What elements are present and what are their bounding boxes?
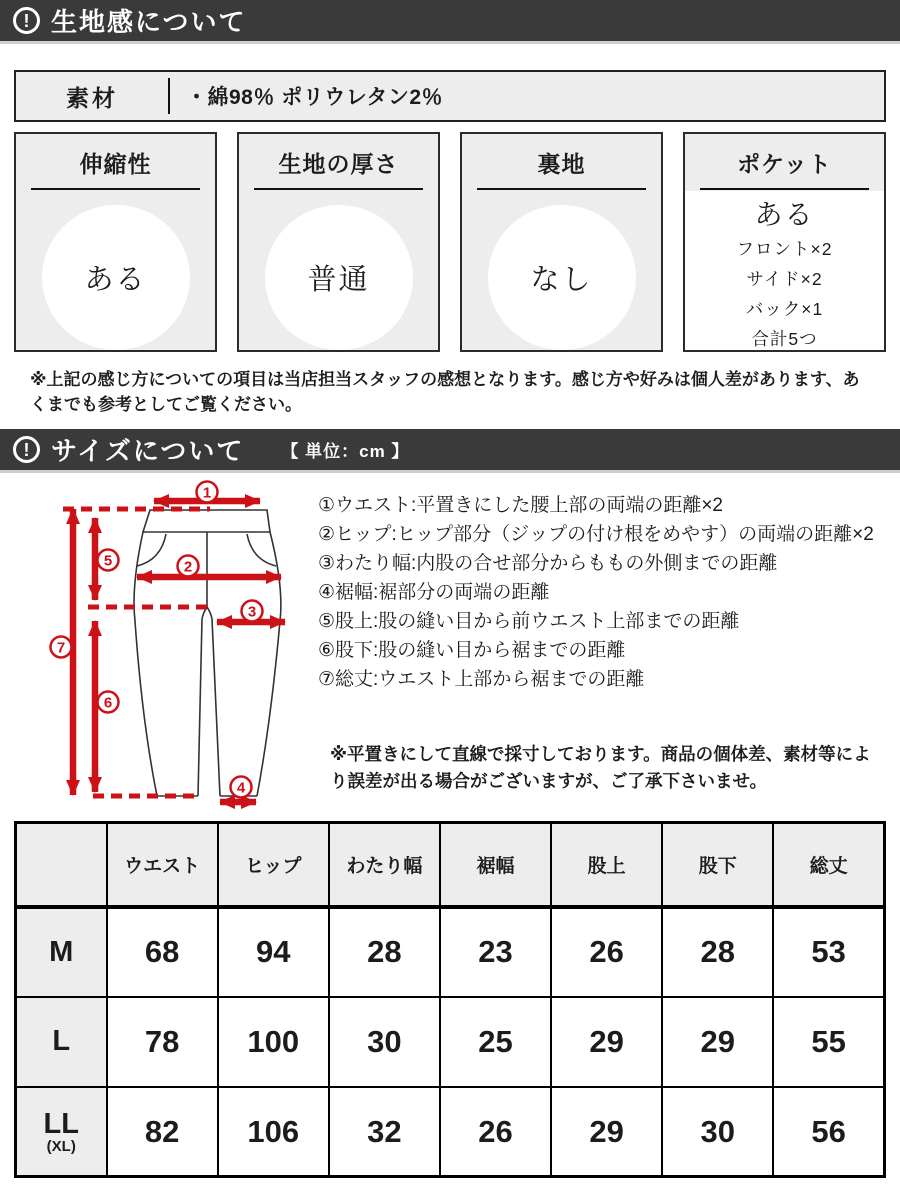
definition-line: ⑦総丈:ウエスト上部から裾までの距離 <box>318 669 645 691</box>
column-header: ウエスト <box>107 823 218 907</box>
diagram-number: 5 <box>103 552 113 570</box>
attribute-value-circle <box>42 205 190 350</box>
attribute-box-stretch <box>14 132 217 352</box>
diagram-number: 7 <box>56 639 66 657</box>
table-cell: 28 <box>329 907 440 997</box>
pocket-detail-line: 合計5つ <box>751 329 818 350</box>
attribute-value: ある <box>754 199 815 230</box>
measurement-arrows <box>73 501 285 802</box>
size-name: L <box>52 1025 71 1058</box>
alert-circle-icon: ! <box>13 7 40 34</box>
attribute-box-pocket <box>683 132 886 352</box>
unit-label: 【 単位：cm 】 <box>281 442 410 462</box>
table-cell: 106 <box>218 1087 329 1177</box>
attribute-value: なし <box>530 264 593 296</box>
pocket-details <box>685 191 884 354</box>
fabric-section-header <box>0 0 900 44</box>
table-cell: 29 <box>662 997 773 1087</box>
table-cell: 55 <box>773 997 884 1087</box>
table-row-size-l <box>16 997 885 1087</box>
table-cell: 25 <box>440 997 551 1087</box>
attribute-head <box>239 134 438 190</box>
definition-line: ④裾幅:裾部分の両端の距離 <box>318 582 550 604</box>
measuring-note: ※平置きにして直線で採寸しております。商品の個体差、素材等により誤差が出る場合がございますが、ご了承下さいませ。 <box>330 744 871 791</box>
column-header: わたり幅 <box>329 823 440 907</box>
size-guide <box>0 473 900 821</box>
attribute-title: 裏地 <box>477 146 646 190</box>
column-header: 股下 <box>662 823 773 907</box>
column-header: 股上 <box>551 823 662 907</box>
table-cell: 23 <box>440 907 551 997</box>
size-label <box>16 907 107 997</box>
size-section-header <box>0 429 900 473</box>
attribute-title: 伸縮性 <box>31 146 200 190</box>
table-cell: 29 <box>551 1087 662 1177</box>
fabric-note: ※上記の感じ方についての項目は当店担当スタッフの感想となります。感じ方や好みは個人差があります、あくまでも参考としてご覧ください。 <box>30 370 860 414</box>
table-cell: 94 <box>218 907 329 997</box>
attribute-box-lining <box>460 132 663 352</box>
attribute-box-thickness <box>237 132 440 352</box>
pocket-detail-line: サイド×2 <box>746 268 823 289</box>
size-name-sub: (XL) <box>46 1138 76 1156</box>
diagram-number-badges <box>51 482 263 798</box>
attribute-head <box>685 134 884 191</box>
attribute-value-circle <box>265 205 413 350</box>
table-row-size-ll <box>16 1087 885 1177</box>
table-cell: 30 <box>329 997 440 1087</box>
size-section-title: サイズについて <box>51 436 245 467</box>
attribute-title: 生地の厚さ <box>254 146 423 190</box>
definition-line: ③わたり幅:内股の合せ部分からももの外側までの距離 <box>318 553 778 575</box>
diagram-number: 2 <box>183 558 193 576</box>
diagram-number: 1 <box>202 484 212 502</box>
size-name: M <box>49 935 74 968</box>
attribute-value-circle <box>488 205 636 350</box>
table-row-size-m <box>16 907 885 997</box>
attribute-value: ある <box>84 264 147 296</box>
size-label <box>16 997 107 1087</box>
diagram-number: 6 <box>103 694 113 712</box>
diagram-number: 4 <box>236 779 246 797</box>
table-cell: 82 <box>107 1087 218 1177</box>
attribute-head <box>462 134 661 190</box>
column-header: 総丈 <box>773 823 884 907</box>
fabric-section-title: 生地感について <box>51 7 247 37</box>
table-cell: 28 <box>662 907 773 997</box>
attribute-value: 普通 <box>307 264 370 296</box>
column-header: 裾幅 <box>440 823 551 907</box>
size-table <box>14 821 886 1178</box>
pants-measurement-diagram <box>40 479 320 814</box>
definition-line: ⑥股下:股の縫い目から裾までの距離 <box>318 640 626 662</box>
column-header <box>16 823 107 907</box>
table-cell: 30 <box>662 1087 773 1177</box>
attribute-title: ポケット <box>700 146 869 190</box>
vertical-divider <box>168 78 170 114</box>
measurement-definitions <box>318 491 874 694</box>
definition-line: ⑤股上:股の縫い目から前ウエスト上部までの距離 <box>318 611 740 633</box>
table-cell: 78 <box>107 997 218 1087</box>
material-label: 素材 <box>66 84 118 111</box>
table-cell: 56 <box>773 1087 884 1177</box>
table-cell: 100 <box>218 997 329 1087</box>
table-cell: 26 <box>551 907 662 997</box>
pants-outline <box>134 510 281 796</box>
size-label <box>16 1087 107 1177</box>
table-cell: 32 <box>329 1087 440 1177</box>
guide-dashed-lines <box>63 509 210 796</box>
fabric-attributes <box>14 132 886 352</box>
size-name: LL <box>43 1108 79 1141</box>
column-header: ヒップ <box>218 823 329 907</box>
alert-circle-icon: ! <box>13 436 40 463</box>
definition-line: ①ウエスト:平置きにした腰上部の両端の距離×2 <box>318 495 723 517</box>
material-row <box>14 70 886 122</box>
definition-line: ②ヒップ:ヒップ部分（ジップの付け根をめやす）の両端の距離×2 <box>318 524 874 546</box>
table-cell: 53 <box>773 907 884 997</box>
pocket-detail-line: フロント×2 <box>736 238 833 259</box>
attribute-head <box>16 134 215 190</box>
table-cell: 26 <box>440 1087 551 1177</box>
diagram-number: 3 <box>247 603 257 621</box>
table-header-row <box>16 823 885 907</box>
material-value: ・綿98％ ポリウレタン2％ <box>186 86 444 109</box>
table-cell: 29 <box>551 997 662 1087</box>
table-cell: 68 <box>107 907 218 997</box>
pocket-detail-line: バック×1 <box>745 298 824 319</box>
